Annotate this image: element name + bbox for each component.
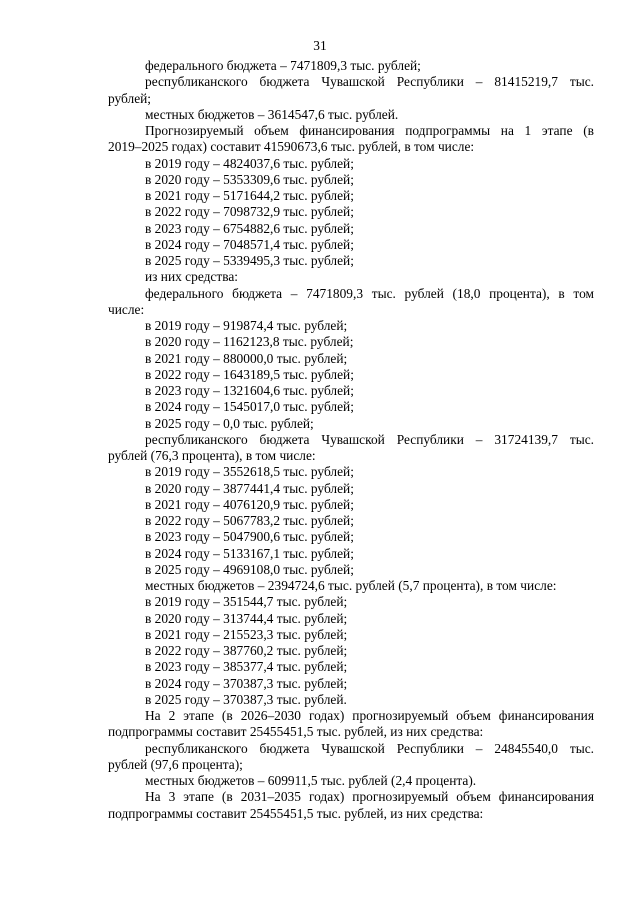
text-line: в 2024 году – 1545017,0 тыс. рублей; <box>145 399 354 415</box>
text-line: в 2025 году – 0,0 тыс. рублей; <box>145 415 314 431</box>
text-line: На 2 этапе (в 2026–2030 годах) прогнозируемый объем финансирования <box>145 708 594 723</box>
text-line: в 2021 году – 215523,3 тыс. рублей; <box>145 626 348 642</box>
text-line: Прогнозируемый объем финансирования подпрограммы на 1 этапе (в <box>145 123 594 138</box>
text-line: 2019–2025 годах) составит 41590673,6 тыс. рублей, в том числе: <box>108 139 475 155</box>
page-number: 31 <box>313 38 327 53</box>
text-line: в 2025 году – 5339495,3 тыс. рублей; <box>145 253 354 268</box>
text-line: в 2023 году – 6754882,6 тыс. рублей; <box>145 220 354 236</box>
text-line: рублей (76,3 процента), в том числе: <box>108 448 316 463</box>
text-line: в 2019 году – 3552618,5 тыс. рублей; <box>145 464 354 480</box>
text-line: федерального бюджета – 7471809,3 тыс. рублей (18,0 процента), в том <box>145 285 594 301</box>
document-body <box>108 58 594 822</box>
text-line: в 2021 году – 880000,0 тыс. рублей; <box>145 350 348 366</box>
text-line: в 2019 году – 919874,4 тыс. рублей; <box>145 318 348 333</box>
text-line: в 2021 году – 5171644,2 тыс. рублей; <box>145 188 354 203</box>
text-line: в 2022 году – 1643189,5 тыс. рублей; <box>145 366 354 382</box>
text-line: в 2020 году – 313744,4 тыс. рублей; <box>145 610 348 626</box>
text-line: в 2022 году – 5067783,2 тыс. рублей; <box>145 513 354 528</box>
text-line: в 2023 году – 5047900,6 тыс. рублей; <box>145 529 354 545</box>
text-line: местных бюджетов – 2394724,6 тыс. рублей (5,7 процента), в том числе: <box>145 578 557 593</box>
text-line: республиканского бюджета Чувашской Республики – 81415219,7 тыс. <box>145 74 594 90</box>
text-line: в 2022 году – 387760,2 тыс. рублей; <box>145 643 348 658</box>
text-line: местных бюджетов – 609911,5 тыс. рублей (2,4 процента). <box>145 773 477 788</box>
text-line: в 2023 году – 1321604,6 тыс. рублей; <box>145 383 354 398</box>
text-line: рублей (97,6 процента); <box>108 756 243 772</box>
text-line: в 2019 году – 351544,7 тыс. рублей; <box>145 594 348 610</box>
text-line: из них средства: <box>145 269 239 285</box>
text-line: в 2025 году – 370387,3 тыс. рублей. <box>145 691 347 707</box>
text-line: в 2020 году – 5353309,6 тыс. рублей; <box>145 171 354 187</box>
text-line: в 2019 году – 4824037,6 тыс. рублей; <box>145 155 354 171</box>
text-line: На 3 этапе (в 2031–2035 годах) прогнозируемый объем финансирования <box>145 789 594 805</box>
text-line: в 2020 году – 1162123,8 тыс. рублей; <box>145 334 354 350</box>
text-line: числе: <box>108 301 145 317</box>
text-line: подпрограммы составит 25455451,5 тыс. рублей, из них средства: <box>108 724 484 740</box>
text-line: подпрограммы составит 25455451,5 тыс. рублей, из них средства: <box>108 805 484 821</box>
text-line: федерального бюджета – 7471809,3 тыс. рублей; <box>145 58 421 73</box>
text-line: в 2024 году – 5133167,1 тыс. рублей; <box>145 545 354 561</box>
text-line: в 2025 году – 4969108,0 тыс. рублей; <box>145 561 354 577</box>
text-line: республиканского бюджета Чувашской Республики – 24845540,0 тыс. <box>145 740 594 756</box>
text-line: республиканского бюджета Чувашской Республики – 31724139,7 тыс. <box>145 431 594 447</box>
text-line: рублей; <box>108 90 152 106</box>
text-line: местных бюджетов – 3614547,6 тыс. рублей. <box>145 106 399 122</box>
text-line: в 2020 году – 3877441,4 тыс. рублей; <box>145 480 354 496</box>
text-line: в 2021 году – 4076120,9 тыс. рублей; <box>145 496 354 512</box>
text-line: в 2022 году – 7098732,9 тыс. рублей; <box>145 204 354 220</box>
text-line: в 2024 году – 7048571,4 тыс. рублей; <box>145 236 354 252</box>
text-line: в 2023 году – 385377,4 тыс. рублей; <box>145 659 348 675</box>
text-line: в 2024 году – 370387,3 тыс. рублей; <box>145 675 348 691</box>
